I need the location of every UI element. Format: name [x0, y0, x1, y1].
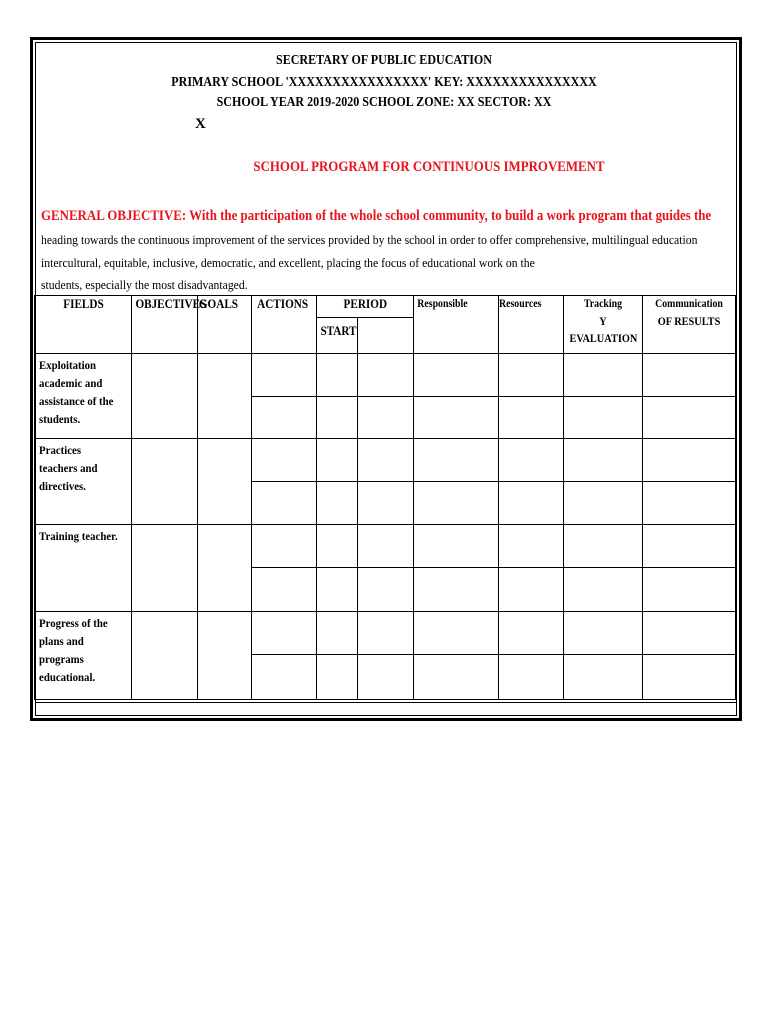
header-tracking-evaluation — [564, 296, 643, 354]
table-row — [35, 439, 736, 482]
start-cell[interactable] — [317, 612, 358, 655]
objective-text-line-3: students, especially the most disadvantaged. — [41, 277, 248, 292]
start-cell[interactable] — [317, 439, 358, 482]
goals-cell[interactable] — [198, 354, 252, 439]
bottom-divider — [35, 702, 736, 703]
table-row — [35, 525, 736, 568]
objective-label: GENERAL OBJECTIVE: — [41, 208, 187, 224]
end-cell[interactable] — [358, 612, 414, 655]
end-cell[interactable] — [358, 568, 414, 612]
field-cell: Exploitation academic and assistance of the students. — [35, 354, 122, 439]
header-objectives: OBJECTIVES — [132, 296, 198, 354]
end-cell[interactable] — [358, 439, 414, 482]
resources-cell[interactable] — [499, 568, 564, 612]
header-resources: Resources — [499, 296, 564, 354]
end-cell[interactable] — [358, 655, 414, 700]
start-cell[interactable] — [317, 354, 358, 397]
goals-cell[interactable] — [198, 525, 252, 612]
header-evaluation: EVALUATION — [569, 331, 638, 345]
field-cell: Progress of the plans and programs educational. — [35, 612, 122, 700]
tracking-cell[interactable] — [564, 439, 643, 482]
resources-cell[interactable] — [499, 655, 564, 700]
header-period: PERIOD — [317, 296, 414, 318]
communication-cell[interactable] — [643, 439, 736, 482]
header-fields: FIELDS — [35, 296, 132, 354]
tracking-cell[interactable] — [564, 612, 643, 655]
responsible-cell[interactable] — [414, 439, 499, 482]
objective-text-line-2: intercultural, equitable, inclusive, democratic, and excellent, placing the focus of educational work on the — [41, 255, 535, 270]
goals-cell[interactable] — [198, 439, 252, 525]
communication-cell[interactable] — [643, 568, 736, 612]
actions-cell[interactable] — [252, 397, 317, 439]
resources-cell[interactable] — [499, 397, 564, 439]
field-cell: Practices teachers and directives. — [35, 439, 122, 525]
header-communication: Communication — [655, 296, 723, 310]
resources-cell[interactable] — [499, 525, 564, 568]
header-start: START — [317, 318, 358, 354]
objective-lead: With the participation of the whole school community, to build a work program that guides the — [189, 208, 712, 224]
objectives-cell[interactable] — [132, 439, 198, 525]
header-of-results: OF RESULTS — [657, 314, 721, 328]
end-cell[interactable] — [358, 397, 414, 439]
table-header-row — [35, 296, 736, 318]
header-tracking: Tracking — [583, 296, 623, 310]
actions-cell[interactable] — [252, 439, 317, 482]
communication-cell[interactable] — [643, 655, 736, 700]
responsible-cell[interactable] — [414, 568, 499, 612]
tracking-cell[interactable] — [564, 354, 643, 397]
communication-cell[interactable] — [643, 354, 736, 397]
responsible-cell[interactable] — [414, 354, 499, 397]
header-mark: X — [195, 116, 206, 132]
objectives-cell[interactable] — [132, 525, 198, 612]
end-cell[interactable] — [358, 482, 414, 525]
table-row — [35, 354, 736, 397]
program-title: SCHOOL PROGRAM FOR CONTINUOUS IMPROVEMENT — [253, 159, 605, 175]
responsible-cell[interactable] — [414, 482, 499, 525]
tracking-cell[interactable] — [564, 655, 643, 700]
communication-cell[interactable] — [643, 612, 736, 655]
table-row — [35, 612, 736, 655]
actions-cell[interactable] — [252, 482, 317, 525]
general-objective — [41, 208, 711, 225]
header-goals: GOALS — [198, 296, 252, 354]
header-end — [358, 318, 414, 354]
communication-cell[interactable] — [643, 525, 736, 568]
objectives-cell[interactable] — [132, 354, 198, 439]
actions-cell[interactable] — [252, 568, 317, 612]
tracking-cell[interactable] — [564, 525, 643, 568]
objective-text-line-1: heading towards the continuous improvement of the services provided by the school in order to offer comprehensive, multilingual education — [41, 232, 698, 247]
actions-cell[interactable] — [252, 525, 317, 568]
header-tracking-y: Y — [599, 314, 607, 328]
start-cell[interactable] — [317, 482, 358, 525]
actions-cell[interactable] — [252, 655, 317, 700]
header-secretary: SECRETARY OF PUBLIC EDUCATION — [276, 53, 492, 68]
header-communication-results — [643, 296, 736, 354]
start-cell[interactable] — [317, 568, 358, 612]
resources-cell[interactable] — [499, 482, 564, 525]
actions-cell[interactable] — [252, 612, 317, 655]
tracking-cell[interactable] — [564, 482, 643, 525]
header-school-key: PRIMARY SCHOOL 'XXXXXXXXXXXXXXXX' KEY: XXXXXXXXXXXXXXX — [171, 75, 597, 90]
resources-cell[interactable] — [499, 354, 564, 397]
tracking-cell[interactable] — [564, 568, 643, 612]
header-actions: ACTIONS — [252, 296, 317, 354]
communication-cell[interactable] — [643, 397, 736, 439]
program-table — [34, 295, 736, 700]
header-responsible: Responsible — [414, 296, 499, 354]
resources-cell[interactable] — [499, 439, 564, 482]
responsible-cell[interactable] — [414, 612, 499, 655]
tracking-cell[interactable] — [564, 397, 643, 439]
responsible-cell[interactable] — [414, 655, 499, 700]
start-cell[interactable] — [317, 655, 358, 700]
start-cell[interactable] — [317, 397, 358, 439]
actions-cell[interactable] — [252, 354, 317, 397]
start-cell[interactable] — [317, 525, 358, 568]
header-school-year: SCHOOL YEAR 2019-2020 SCHOOL ZONE: XX SECTOR: XX — [216, 95, 552, 110]
resources-cell[interactable] — [499, 612, 564, 655]
objectives-cell[interactable] — [132, 612, 198, 700]
field-cell: Training teacher. — [35, 525, 122, 612]
end-cell[interactable] — [358, 525, 414, 568]
goals-cell[interactable] — [198, 612, 252, 700]
end-cell[interactable] — [358, 354, 414, 397]
responsible-cell[interactable] — [414, 525, 499, 568]
communication-cell[interactable] — [643, 482, 736, 525]
responsible-cell[interactable] — [414, 397, 499, 439]
